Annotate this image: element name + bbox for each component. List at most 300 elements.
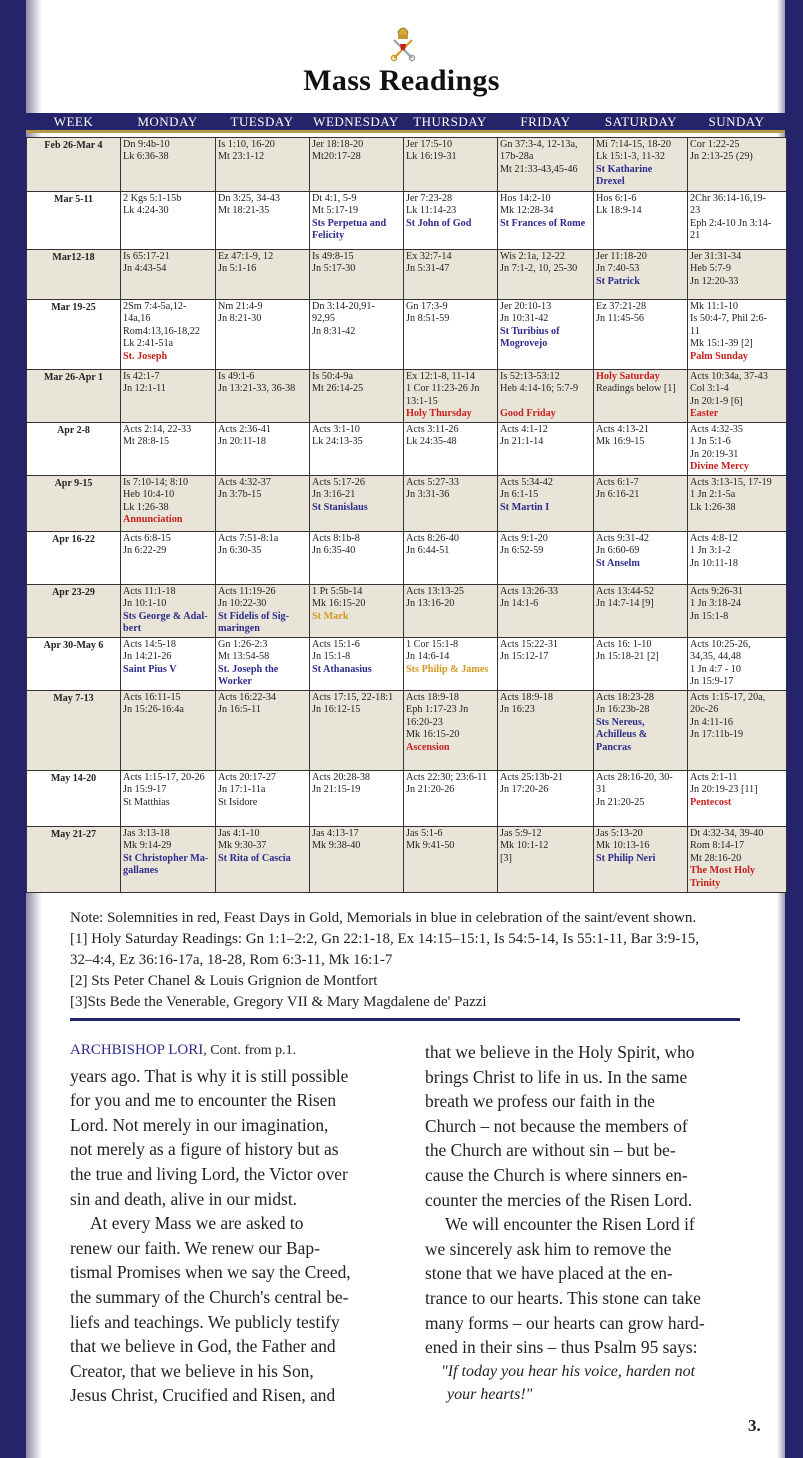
reading-line: Acts 16:22-34 <box>218 692 277 703</box>
reading-line: Jer 20:10-13 <box>500 301 552 312</box>
reading-line: Acts 2:1-11 <box>690 772 738 783</box>
footnote-line: [2] Sts Peter Chanel & Louis Grignion de Montfort <box>70 973 378 989</box>
reading-line: Is 65:17-21 <box>123 251 170 262</box>
reading-line: Acts 4:32-35 <box>690 424 743 435</box>
calendar-week-row <box>27 250 787 300</box>
reading-line: Acts 18:9-18 <box>500 692 553 703</box>
reading-line: Mk 9:30-37 <box>218 840 267 852</box>
reading-line: Mt 28:8-15 <box>123 436 170 448</box>
calendar-week-row <box>27 300 787 370</box>
reading-line: Lk 18:9-14 <box>596 205 642 217</box>
reading-cell-thursday <box>404 585 498 638</box>
article-line: ened in their sins – thus Psalm 95 says: <box>425 1337 698 1358</box>
reading-line: Acts 15:1-6 <box>312 639 360 650</box>
memorial-label: Pancras <box>596 741 632 753</box>
memorial-label: St Martin I <box>500 501 550 513</box>
reading-line: Acts 1:15-17, 20-26 <box>123 772 205 783</box>
solemnity-label: Holy Thursday <box>406 408 472 420</box>
reading-line: Jn 10:31-42 <box>500 313 549 325</box>
week-label: May 7-13 <box>27 691 121 771</box>
reading-line: Lk 24:13-35 <box>312 436 363 448</box>
reading-line: Jn 21:20-26 <box>406 784 455 796</box>
reading-line: Jn 6:60-69 <box>596 545 640 557</box>
memorial-label: bert <box>123 623 142 635</box>
article-line: counter the mercies of the Risen Lord. <box>425 1189 693 1210</box>
reading-cell-tuesday <box>216 771 310 827</box>
reading-line: 1 Jn 3:1-2 <box>690 545 731 557</box>
reading-line: Lk 1:26-38 <box>690 501 736 513</box>
feast-label: St Mark <box>312 610 349 622</box>
article-line: sin and death, alive in our midst. <box>70 1188 298 1209</box>
reading-line: Acts 9:26-31 <box>690 586 743 597</box>
reading-line: Jn 20:11-18 <box>218 436 267 448</box>
article-line: the summary of the Church's central be- <box>70 1286 349 1307</box>
reading-line: Jas 5:13-20 <box>596 828 643 839</box>
reading-line: Ex 32:7-14 <box>406 251 452 262</box>
article-line: Creator, that we believe in his Son, <box>70 1360 314 1381</box>
reading-line: 1 Cor 15:1-8 <box>406 639 459 650</box>
solemnity-label: St. Joseph <box>123 350 168 362</box>
reading-cell-friday <box>498 827 594 893</box>
reading-line: Jer 31:31-34 <box>690 251 742 262</box>
reading-cell-tuesday <box>216 532 310 585</box>
article-line: years ago. That is why it is still possible <box>70 1065 349 1086</box>
reading-cell-tuesday <box>216 827 310 893</box>
reading-line: Jn 6:35-40 <box>312 545 356 557</box>
reading-line: Heb 10:4-10 <box>123 489 175 501</box>
reading-cell-friday <box>498 691 594 771</box>
reading-line: Is 50:4-9a <box>312 371 354 382</box>
reading-line: 1 Pt 5:5b-14 <box>312 586 363 597</box>
reading-line: Jn 15:9-17 <box>690 676 734 688</box>
reading-line: Mk 15:1-39 [2] <box>690 338 753 350</box>
day-header-saturday: SATURDAY <box>604 114 678 129</box>
article-line: cause the Church is where sinners en- <box>425 1164 688 1185</box>
reading-line: Jn 20:19-23 [11] <box>690 784 758 796</box>
reading-line: 2 Kgs 5:1-15b <box>123 193 182 204</box>
reading-cell-saturday <box>594 423 688 476</box>
reading-cell-monday <box>121 476 216 532</box>
reading-line: Jer 7:23-28 <box>406 193 453 204</box>
reading-line: Dn 9:4b-10 <box>123 139 170 150</box>
reading-line: Mt 5:17-19 <box>312 205 359 217</box>
week-label: Apr 2-8 <box>27 423 121 476</box>
reading-line: Mt 13:54-58 <box>218 651 270 663</box>
reading-line: Dn 3:14-20,91- <box>312 301 375 312</box>
reading-line: Is 49:8-15 <box>312 251 354 262</box>
calendar-week-row <box>27 827 787 893</box>
reading-line: Mk 10:1-12 <box>500 840 549 852</box>
reading-line: 23 <box>690 205 701 217</box>
article-line: Church – not because the members of <box>425 1115 688 1136</box>
reading-line: Jn 6:30-35 <box>218 545 262 557</box>
reading-line: Mt 18:21-35 <box>218 205 270 217</box>
reading-line: Jas 4:13-17 <box>312 828 359 839</box>
day-header-monday: MONDAY <box>137 114 198 129</box>
article-line: trance to our hearts. This stone can take <box>425 1287 701 1308</box>
reading-line: Gn 17:3-9 <box>406 301 448 312</box>
reading-cell-wednesday <box>310 250 404 300</box>
reading-line: Mk 12:28-34 <box>500 205 554 217</box>
reading-line: Lk 16:19-31 <box>406 151 457 163</box>
reading-line: Jn 16:23b-28 <box>596 704 650 716</box>
reading-line: Jn 15:12-17 <box>500 651 549 663</box>
reading-line: Jn 13:16-20 <box>406 598 455 610</box>
reading-line: Gn 1:26-2:3 <box>218 639 268 650</box>
reading-line: Jn 6:1-15 <box>500 489 539 501</box>
calendar-week-row <box>27 771 787 827</box>
reading-cell-thursday <box>404 638 498 691</box>
reading-cell-tuesday <box>216 250 310 300</box>
reading-line: Acts 14:5-18 <box>123 639 176 650</box>
reading-cell-thursday <box>404 138 498 192</box>
solemnity-label: Ascension <box>406 741 450 753</box>
solemnity-label: Trinity <box>690 877 721 889</box>
reading-cell-sunday <box>688 370 787 423</box>
article-line: Jesus Christ, Crucified and Risen, and <box>70 1385 336 1406</box>
reading-line: Acts 2:14, 22-33 <box>123 424 192 435</box>
reading-line <box>500 396 591 408</box>
reading-cell-monday <box>121 250 216 300</box>
reading-line: Acts 4:1-12 <box>500 424 548 435</box>
reading-line: Mt 26:14-25 <box>312 383 364 395</box>
solemnity-label: Good Friday <box>500 408 556 420</box>
reading-line: Jn 15:1-8 <box>312 651 351 663</box>
reading-line: Jn 15:1-8 <box>690 610 729 622</box>
reading-line: Acts 8:1b-8 <box>312 533 360 544</box>
reading-line: Acts 17:15, 22-18:1 <box>312 692 394 703</box>
reading-line: Acts 22:30; 23:6-11 <box>406 772 488 783</box>
reading-line: Jn 17:20-26 <box>500 784 549 796</box>
reading-line: Mt 28:16-20 <box>690 852 742 864</box>
calendar-week-row <box>27 423 787 476</box>
reading-line: 1 Jn 3:18-24 <box>690 598 741 610</box>
reading-cell-friday <box>498 423 594 476</box>
reading-line: Acts 4:8-12 <box>690 533 738 544</box>
reading-line: Jas 3:13-18 <box>123 828 170 839</box>
reading-line: Acts 13:13-25 <box>406 586 465 597</box>
reading-line: Jas 5:1-6 <box>406 828 443 839</box>
article-line: the Church are without sin – but be- <box>425 1140 676 1161</box>
reading-line: Acts 5:27-33 <box>406 477 459 488</box>
reading-line: Jn 14:6-14 <box>406 651 450 663</box>
reading-cell-sunday <box>688 827 787 893</box>
day-header-friday: FRIDAY <box>520 114 571 129</box>
reading-line: Acts 9:31-42 <box>596 533 649 544</box>
memorial-label: St Frances of Rome <box>500 217 586 229</box>
reading-line: Rom 8:14-17 <box>690 840 745 852</box>
reading-line: Cor 1:22-25 <box>690 139 740 150</box>
section-divider <box>70 1018 740 1021</box>
memorial-label: St Patrick <box>596 275 640 287</box>
reading-cell-sunday <box>688 476 787 532</box>
reading-line: Heb 4:14-16; 5:7-9 <box>500 383 579 395</box>
reading-cell-sunday <box>688 138 787 192</box>
reading-line: Jn 8:31-42 <box>312 325 356 337</box>
day-header-tuesday: TUESDAY <box>230 114 294 129</box>
article-line: At every Mass we are asked to <box>90 1213 304 1234</box>
reading-cell-sunday <box>688 192 787 250</box>
memorial-label: St John of God <box>406 217 472 229</box>
memorial-label: Worker <box>218 676 252 688</box>
week-label: May 21-27 <box>27 827 121 893</box>
week-label: Mar 19-25 <box>27 300 121 370</box>
article-line: stone that we have placed at the en- <box>425 1263 673 1284</box>
reading-cell-saturday <box>594 585 688 638</box>
reading-cell-friday <box>498 370 594 423</box>
reading-line: Jer 11:18-20 <box>596 251 647 262</box>
papal-keys-emblem-icon <box>388 24 418 62</box>
calendar-week-row <box>27 691 787 771</box>
solemnity-label: Divine Mercy <box>690 461 749 473</box>
reading-line: 11 <box>690 325 700 337</box>
reading-line: Jn 3:31-36 <box>406 489 450 501</box>
reading-line: Jn 16:12-15 <box>312 704 361 716</box>
reading-line: Jn 7:40-53 <box>596 263 640 275</box>
reading-line: Jn 2:13-25 (29) <box>690 151 753 163</box>
calendar-week-row <box>27 138 787 192</box>
footnote-line: [3]Sts Bede the Venerable, Gregory VII & Mary Magdalene de' Pazzi <box>70 994 487 1010</box>
reading-line: Jn 6:44-51 <box>406 545 450 557</box>
article-continued: , Cont. from p.1. <box>203 1043 297 1058</box>
reading-line: Jn 10:11-18 <box>690 557 739 569</box>
memorial-label: St. Joseph the <box>218 663 279 675</box>
reading-cell-saturday <box>594 300 688 370</box>
article-author: ARCHBISHOP LORI <box>70 1042 204 1058</box>
reading-cell-wednesday <box>310 370 404 423</box>
reading-cell-wednesday <box>310 300 404 370</box>
reading-line: 92,95 <box>312 313 335 325</box>
reading-line: Mk 16:9-15 <box>596 436 645 448</box>
reading-line: Acts 8:26-40 <box>406 533 459 544</box>
day-header-week: WEEK <box>53 114 94 129</box>
reading-line: Acts 20:28-38 <box>312 772 371 783</box>
reading-line: Mt 23:1-12 <box>218 151 265 163</box>
reading-line: Nm 21:4-9 <box>218 301 263 312</box>
memorial-label: St Turibius of <box>500 325 560 337</box>
reading-line: Acts 1:15-17, 20a, <box>690 692 766 703</box>
reading-line: Acts 4:13-21 <box>596 424 649 435</box>
memorial-label: gallanes <box>123 865 159 877</box>
article-line: that we believe in the Holy Spirit, who <box>425 1042 695 1062</box>
reading-line: Eph 2:4-10 Jn 3:14- <box>690 217 772 229</box>
article-line: We will encounter the Risen Lord if <box>445 1214 695 1235</box>
solemnity-label: Palm Sunday <box>690 350 749 362</box>
reading-line: Acts 6:1-7 <box>596 477 639 488</box>
reading-line: Lk 1:26-38 <box>123 501 169 513</box>
reading-line: Jn 17:1-11a <box>218 784 266 796</box>
memorial-label: Sts George & Adal- <box>123 610 208 622</box>
calendar-week-row <box>27 370 787 423</box>
reading-line: Is 50:4-7, Phil 2:6- <box>690 313 767 325</box>
week-label: Mar12-18 <box>27 250 121 300</box>
reading-line: Is 42:1-7 <box>123 371 160 382</box>
article-line: the true and living Lord, the Victor over <box>70 1163 348 1184</box>
reading-cell-thursday <box>404 192 498 250</box>
reading-cell-monday <box>121 532 216 585</box>
reading-line: Mk 10:13-16 <box>596 840 650 852</box>
reading-cell-wednesday <box>310 691 404 771</box>
calendar-week-row <box>27 638 787 691</box>
reading-line: Dt 4:1, 5-9 <box>312 193 357 204</box>
reading-cell-sunday <box>688 250 787 300</box>
reading-cell-friday <box>498 476 594 532</box>
solemnity-label: The Most Holy <box>690 865 756 877</box>
article-line: for you and me to encounter the Risen <box>70 1090 337 1111</box>
reading-cell-thursday <box>404 771 498 827</box>
reading-line: 13:1-15 <box>406 395 438 407</box>
reading-line: Jer 17:5-10 <box>406 139 453 150</box>
reading-line: Acts 6:8-15 <box>123 533 171 544</box>
reading-line: Mk 9:38-40 <box>312 840 361 852</box>
reading-cell-monday <box>121 370 216 423</box>
reading-line: Lk 11:14-23 <box>406 205 457 217</box>
reading-line: Jn 21:20-25 <box>596 796 645 808</box>
reading-line: Jn 4:43-54 <box>123 263 167 275</box>
reading-cell-sunday <box>688 532 787 585</box>
reading-line: St Isidore <box>218 796 258 808</box>
week-label: Mar 5-11 <box>27 192 121 250</box>
week-label: Feb 26-Mar 4 <box>27 138 121 192</box>
reading-line: Heb 5:7-9 <box>690 263 732 275</box>
reading-cell-sunday <box>688 771 787 827</box>
memorial-label: Achilleus & <box>596 729 648 741</box>
reading-cell-saturday <box>594 691 688 771</box>
reading-cell-thursday <box>404 423 498 476</box>
reading-line: Mt20:17-28 <box>312 151 361 163</box>
week-label: Apr 9-15 <box>27 476 121 532</box>
reading-cell-monday <box>121 827 216 893</box>
footnotes <box>70 908 770 1013</box>
reading-line: Acts 7:51-8:1a <box>218 533 279 544</box>
reading-line: 2Chr 36:14-16,19- <box>690 193 766 204</box>
reading-cell-friday <box>498 138 594 192</box>
reading-line: 2Sm 7:4-5a,12- <box>123 301 187 312</box>
reading-cell-wednesday <box>310 585 404 638</box>
reading-line: Dn 3:25, 34-43 <box>218 193 280 204</box>
reading-line: Wis 2:1a, 12-22 <box>500 251 565 262</box>
memorial-label: maringen <box>218 623 260 635</box>
quote-line: "If today you hear his voice, harden not <box>441 1362 696 1380</box>
reading-line: Jn 5:17-30 <box>312 263 356 275</box>
reading-line: Acts 11:1-18 <box>123 586 176 597</box>
reading-line: Jn 17:11b-19 <box>690 729 744 741</box>
reading-line: Jas 5:9-12 <box>500 828 542 839</box>
article-line: tismal Promises when we say the Creed, <box>70 1262 351 1283</box>
reading-line: Jn 20:19-31 <box>690 448 739 460</box>
reading-cell-monday <box>121 192 216 250</box>
reading-cell-monday <box>121 300 216 370</box>
reading-cell-wednesday <box>310 423 404 476</box>
solemnity-label: Holy Saturday <box>596 371 660 382</box>
reading-line: Acts 18:23-28 <box>596 692 655 703</box>
reading-cell-thursday <box>404 250 498 300</box>
reading-cell-friday <box>498 250 594 300</box>
reading-line: [3] <box>500 852 512 864</box>
reading-line: Acts 13:26-33 <box>500 586 559 597</box>
reading-cell-monday <box>121 423 216 476</box>
reading-line: Lk 24:35-48 <box>406 436 457 448</box>
article-line: liefs and teachings. We publicly testify <box>70 1311 340 1332</box>
article-lead <box>70 1036 390 1064</box>
right-page-edge <box>785 0 803 1458</box>
feast-label: Sts Philip & James <box>406 663 489 675</box>
memorial-label: St Fidelis of Sig- <box>218 610 290 622</box>
reading-line: Lk 15:1-3, 11-32 <box>596 151 665 163</box>
reading-line: Jn 14:7-14 [9] <box>596 598 654 610</box>
solemnity-label: Annunciation <box>123 514 183 526</box>
reading-line: Jn 13:21-33, 36-38 <box>218 383 296 395</box>
reading-cell-saturday <box>594 250 688 300</box>
article-line: breath we profess our faith in the <box>425 1091 655 1112</box>
reading-line: Acts 2:36-41 <box>218 424 271 435</box>
reading-line: 1 Jn 2:1-5a <box>690 489 736 501</box>
memorial-label: St Anselm <box>596 557 640 569</box>
reading-cell-tuesday <box>216 423 310 476</box>
reading-line: 21 <box>690 230 701 242</box>
reading-cell-thursday <box>404 532 498 585</box>
memorial-label: Mogrovejo <box>500 338 548 350</box>
article-column-right <box>425 1040 755 1406</box>
article-column-left <box>70 1036 390 1408</box>
reading-line: Ez 47:1-9, 12 <box>218 251 274 262</box>
reading-line: Acts 3:1-10 <box>312 424 360 435</box>
week-label: Mar 26-Apr 1 <box>27 370 121 423</box>
reading-line: Acts 20:17-27 <box>218 772 277 783</box>
reading-line: Jn 3:7b-15 <box>218 489 262 501</box>
reading-line: Jn 8:21-30 <box>218 313 262 325</box>
reading-line: Jn 15:18-21 [2] <box>596 651 659 663</box>
reading-cell-sunday <box>688 423 787 476</box>
reading-cell-wednesday <box>310 192 404 250</box>
reading-line: Col 3:1-4 <box>690 383 729 395</box>
reading-cell-wednesday <box>310 638 404 691</box>
reading-cell-saturday <box>594 827 688 893</box>
reading-line: Acts 11:19-26 <box>218 586 276 597</box>
reading-line: Acts 25:13b-21 <box>500 772 564 783</box>
reading-cell-saturday <box>594 138 688 192</box>
reading-cell-wednesday <box>310 827 404 893</box>
reading-line: Jn 5:31-47 <box>406 263 450 275</box>
readings-calendar <box>26 137 787 893</box>
reading-cell-wednesday <box>310 771 404 827</box>
week-label: Apr 23-29 <box>27 585 121 638</box>
reading-cell-friday <box>498 638 594 691</box>
reading-line: Jn 3:16-21 <box>312 489 356 501</box>
reading-cell-friday <box>498 300 594 370</box>
reading-line: Mk 11:1-10 <box>690 301 739 312</box>
reading-cell-monday <box>121 771 216 827</box>
reading-line: Hos 14:2-10 <box>500 193 551 204</box>
memorial-label: Felicity <box>312 230 345 242</box>
reading-line: Mk 16:15-20 <box>312 598 366 610</box>
reading-line: Is 7:10-14; 8:10 <box>123 477 189 488</box>
page-title: Mass Readings <box>303 64 500 97</box>
reading-cell-tuesday <box>216 192 310 250</box>
reading-line: Is 52:13-53:12 <box>500 371 560 382</box>
memorial-label: St Rita of Cascia <box>218 852 291 864</box>
reading-line: Mi 7:14-15, 18-20 <box>596 139 671 150</box>
reading-line: Acts 3:13-15, 17-19 <box>690 477 772 488</box>
reading-line: 16:20-23 <box>406 716 443 728</box>
calendar-week-row <box>27 585 787 638</box>
reading-line: Acts 18:9-18 <box>406 692 459 703</box>
reading-cell-tuesday <box>216 638 310 691</box>
reading-line: Jn 4:11-16 <box>690 716 733 728</box>
reading-cell-saturday <box>594 370 688 423</box>
reading-line: Eph 1:17-23 Jn <box>406 704 469 716</box>
reading-line: Acts 9:1-20 <box>500 533 548 544</box>
